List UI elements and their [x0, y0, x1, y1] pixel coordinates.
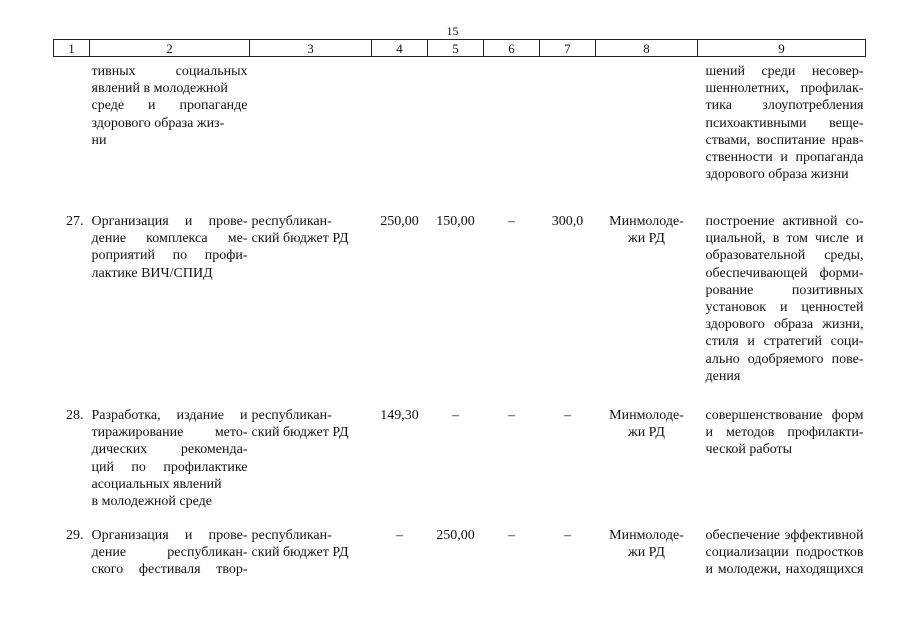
- event-cell: [90, 213, 250, 407]
- header-cell: 2: [90, 40, 250, 57]
- header-cell: 1: [54, 40, 90, 57]
- value-cell: [540, 57, 596, 214]
- value-cell: –: [508, 408, 515, 423]
- text-line: ствами, воспитание нрав-: [705, 132, 864, 148]
- source-cell: [250, 527, 372, 597]
- header-cell: 3: [250, 40, 372, 57]
- table-row-continuation: [54, 57, 866, 214]
- text-line: дения: [705, 368, 741, 384]
- text-line: обеспечивающей форми-: [705, 265, 864, 281]
- page-number: 15: [446, 24, 459, 38]
- header-cell: 8: [596, 40, 698, 57]
- source-cell: [250, 57, 372, 214]
- text-line: роприятий по профи-: [91, 248, 248, 264]
- text-line: здорового образа жизни: [705, 167, 849, 183]
- text-line: социализации подростков: [705, 545, 864, 561]
- event-cell: [90, 57, 250, 214]
- text-line: республикан-: [251, 214, 332, 229]
- text-line: в молодежной среде: [91, 494, 212, 510]
- text-line: тика злоупотребления: [705, 98, 864, 114]
- text-line: психоактивными веще-: [705, 115, 864, 131]
- text-line: жи РД: [628, 231, 665, 247]
- text-line: республикан-: [251, 528, 332, 543]
- executor-cell: [596, 213, 698, 407]
- value-cell: 250,00: [380, 214, 419, 229]
- program-table: [53, 39, 866, 597]
- text-line: Организация и прове-: [91, 214, 248, 229]
- event-cell: [90, 527, 250, 597]
- text-line: стиля и стратегий соци-: [705, 334, 864, 350]
- text-line: жи РД: [628, 545, 665, 561]
- text-line: здорового образа жиз-: [91, 115, 225, 131]
- text-line: лактике ВИЧ/СПИД: [91, 265, 213, 281]
- table-row: [54, 213, 866, 407]
- text-line: Разработка, издание и: [91, 408, 248, 423]
- table-row: [54, 527, 866, 597]
- result-cell: [698, 527, 866, 597]
- text-line: асоциальных явлений: [91, 476, 222, 492]
- text-line: тиражирование мето-: [91, 425, 248, 441]
- text-line: циальной, в том числе и: [705, 231, 864, 247]
- text-line: ций по профилактике: [91, 459, 248, 475]
- header-cell: 9: [698, 40, 866, 57]
- source-cell: [250, 407, 372, 527]
- value-cell: 250,00: [436, 528, 475, 543]
- text-line: ский бюджет РД: [251, 231, 349, 247]
- text-line: ственности и пропаганда: [705, 150, 864, 166]
- result-cell: [698, 213, 866, 407]
- text-line: среде и пропаганде: [91, 98, 248, 114]
- text-line: дение республикан-: [91, 545, 248, 561]
- row-number-cell: [54, 57, 90, 214]
- text-line: Минмолоде-: [609, 214, 684, 229]
- text-line: дение комплекса ме-: [91, 231, 248, 247]
- text-line: республикан-: [251, 408, 332, 423]
- text-line: Организация и прове-: [91, 528, 248, 543]
- text-line: тивных социальных: [91, 64, 248, 79]
- value-cell: [428, 57, 484, 214]
- text-line: явлений в молодежной: [91, 81, 228, 97]
- value-cell: –: [508, 214, 515, 229]
- value-cell: 150,00: [436, 214, 475, 229]
- text-line: и методов профилакти-: [705, 425, 864, 441]
- result-cell: [698, 57, 866, 214]
- result-cell: [698, 407, 866, 527]
- value-cell: [484, 57, 540, 214]
- row-number-cell: 27.: [66, 214, 84, 229]
- text-line: ни: [91, 132, 107, 148]
- text-line: ского фестиваля твор-: [91, 562, 248, 578]
- text-line: жи РД: [628, 425, 665, 441]
- header-cell: 5: [428, 40, 484, 57]
- value-cell: 300,0: [551, 214, 584, 229]
- header-row: [54, 40, 866, 57]
- value-cell: [372, 57, 428, 214]
- header-cell: 4: [372, 40, 428, 57]
- event-cell: [90, 407, 250, 527]
- value-cell: 149,30: [380, 408, 419, 423]
- text-line: шений среди несовер-: [705, 64, 864, 79]
- executor-cell: [596, 407, 698, 527]
- text-line: ческой работы: [705, 442, 793, 458]
- row-number-cell: 28.: [66, 408, 84, 423]
- row-number-cell: 29.: [66, 528, 84, 543]
- value-cell: –: [564, 408, 571, 423]
- text-line: ский бюджет РД: [251, 545, 349, 561]
- text-line: здорового образа жизни,: [705, 317, 864, 333]
- text-line: совершенствование форм: [705, 408, 864, 423]
- value-cell: –: [564, 528, 571, 543]
- text-line: Минмолоде-: [609, 528, 684, 543]
- text-line: построение активной со-: [705, 214, 864, 229]
- header-cell: 6: [484, 40, 540, 57]
- text-line: дических рекоменда-: [91, 442, 248, 458]
- text-line: Минмолоде-: [609, 408, 684, 423]
- text-line: образовательной среды,: [705, 248, 864, 264]
- text-line: и молодежи, находящихся: [705, 562, 864, 578]
- text-line: ский бюджет РД: [251, 425, 349, 441]
- table-row: [54, 407, 866, 527]
- executor-cell: [596, 57, 698, 214]
- text-line: шеннолетних, профилак-: [705, 81, 864, 97]
- source-cell: [250, 213, 372, 407]
- value-cell: –: [396, 528, 403, 543]
- value-cell: –: [508, 528, 515, 543]
- text-line: установок и ценностей: [705, 300, 864, 316]
- executor-cell: [596, 527, 698, 597]
- text-line: ально одобряемого пове-: [705, 351, 864, 367]
- header-cell: 7: [540, 40, 596, 57]
- value-cell: –: [452, 408, 459, 423]
- text-line: рование позитивных: [705, 282, 864, 298]
- text-line: обеспечение эффективной: [705, 528, 864, 543]
